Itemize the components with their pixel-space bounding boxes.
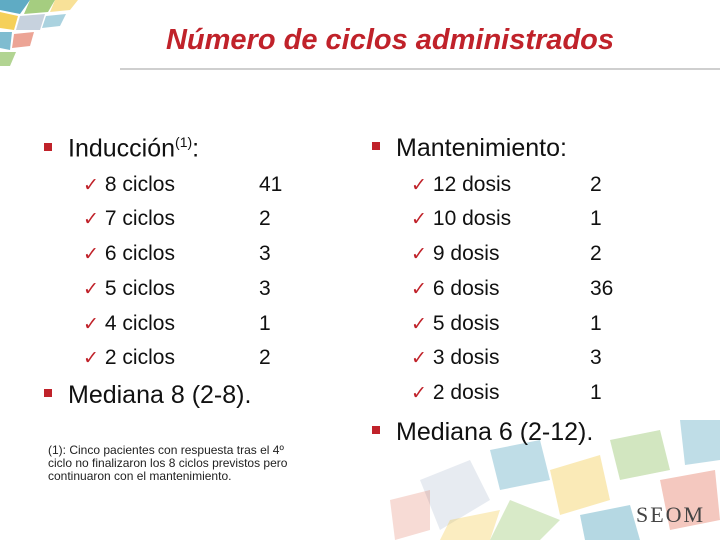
induccion-item <box>83 346 175 370</box>
check-icon: ✓ <box>83 175 99 196</box>
induccion-item <box>83 277 175 301</box>
induccion-item-value: 3 <box>259 242 271 265</box>
mantenimiento-item-label: 9 dosis <box>432 242 500 265</box>
induccion-mediana <box>44 381 251 410</box>
mantenimiento-item-value: 1 <box>590 207 602 230</box>
mantenimiento-mediana-text: Mediana 6 (2-12). <box>396 418 594 446</box>
induccion-item-value: 2 <box>259 346 271 369</box>
mantenimiento-item <box>411 242 499 266</box>
mantenimiento-item-label: 12 dosis <box>432 173 512 196</box>
induccion-item-label: 4 ciclos <box>104 312 175 335</box>
check-icon: ✓ <box>411 244 427 265</box>
mantenimiento-item-value: 1 <box>590 312 602 335</box>
induccion-item-label: 2 ciclos <box>104 346 175 369</box>
mantenimiento-item-label: 3 dosis <box>432 346 500 369</box>
induccion-item-value: 2 <box>259 207 271 230</box>
induccion-heading-sup: (1) <box>175 134 193 150</box>
mantenimiento-heading-text: Mantenimiento: <box>396 134 567 162</box>
mantenimiento-mediana <box>372 418 593 447</box>
induccion-mediana-text: Mediana 8 (2-8). <box>68 381 252 409</box>
square-bullet-icon <box>44 143 52 151</box>
mantenimiento-heading <box>372 134 567 163</box>
induccion-item <box>83 207 175 231</box>
induccion-item-label: 6 ciclos <box>104 242 175 265</box>
induccion-item-value: 41 <box>259 173 283 196</box>
mantenimiento-item-label: 5 dosis <box>432 312 500 335</box>
mantenimiento-item <box>411 312 499 336</box>
check-icon: ✓ <box>411 175 427 196</box>
square-bullet-icon <box>372 426 380 434</box>
induccion-item <box>83 242 175 266</box>
induccion-item-label: 5 ciclos <box>104 277 175 300</box>
check-icon: ✓ <box>411 314 427 335</box>
induccion-item <box>83 173 175 197</box>
mantenimiento-item-label: 10 dosis <box>432 207 512 230</box>
mantenimiento-item-value: 36 <box>590 277 614 300</box>
check-icon: ✓ <box>411 383 427 404</box>
induccion-item-label: 7 ciclos <box>104 207 175 230</box>
induccion-heading-suffix: : <box>192 134 200 163</box>
mantenimiento-item-label: 6 dosis <box>432 277 500 300</box>
induccion-item-value: 1 <box>259 312 271 335</box>
slide-title: Número de ciclos administrados <box>165 24 614 56</box>
mantenimiento-item <box>411 277 499 301</box>
mantenimiento-item-value: 2 <box>590 242 602 265</box>
mantenimiento-item <box>411 207 511 231</box>
mantenimiento-item-value: 1 <box>590 381 602 404</box>
mantenimiento-item <box>411 381 499 405</box>
mantenimiento-item-value: 2 <box>590 173 602 196</box>
check-icon: ✓ <box>83 279 99 300</box>
induccion-item-value: 3 <box>259 277 271 300</box>
induccion-heading <box>44 134 199 163</box>
induccion-item <box>83 312 175 336</box>
mantenimiento-item-value: 3 <box>590 346 602 369</box>
mantenimiento-item <box>411 346 499 370</box>
check-icon: ✓ <box>83 314 99 335</box>
mantenimiento-item <box>411 173 511 197</box>
check-icon: ✓ <box>83 348 99 369</box>
mantenimiento-item-label: 2 dosis <box>432 381 500 404</box>
check-icon: ✓ <box>83 244 99 265</box>
square-bullet-icon <box>372 142 380 150</box>
induccion-heading-text: Inducción <box>68 134 176 163</box>
check-icon: ✓ <box>411 348 427 369</box>
check-icon: ✓ <box>411 279 427 300</box>
title-divider <box>120 68 720 70</box>
induccion-item-label: 8 ciclos <box>104 173 175 196</box>
check-icon: ✓ <box>83 209 99 230</box>
check-icon: ✓ <box>411 209 427 230</box>
square-bullet-icon <box>44 389 52 397</box>
footnote: (1): Cinco pacientes con respuesta tras el 4º ciclo no finalizaron los 8 ciclos previstos pero continuaron con el mantenimiento. <box>48 443 288 483</box>
seom-logo: SEOM <box>636 502 706 527</box>
